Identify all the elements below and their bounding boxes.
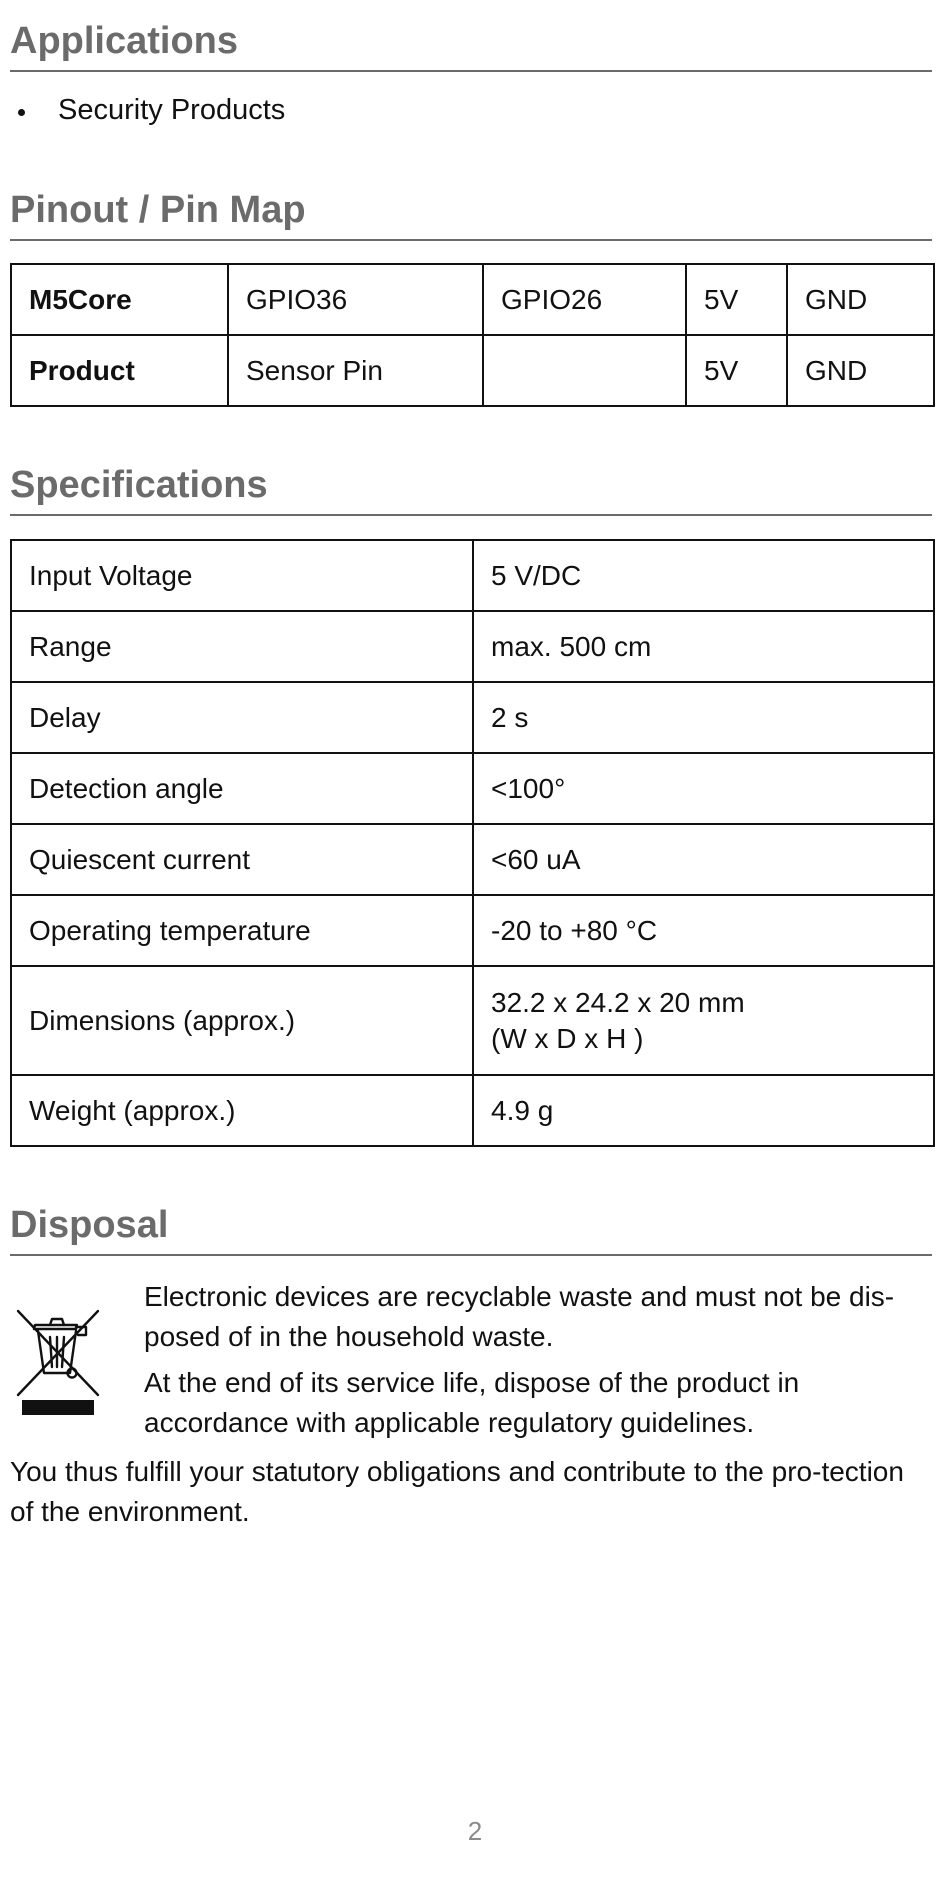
disposal-paragraph: At the end of its service life, dispose of the product in accordance with applicable regulatory guidelines.	[144, 1367, 800, 1438]
spec-label: Weight (approx.)	[11, 1075, 473, 1146]
table-row	[11, 895, 934, 966]
pin-cell: GPIO26	[483, 264, 686, 335]
list-item	[10, 92, 285, 128]
pin-cell-row-label: M5Core	[11, 264, 228, 335]
spec-label: Operating temperature	[11, 895, 473, 966]
table-row	[11, 335, 934, 406]
spec-value: <60 uA	[473, 824, 934, 895]
disposal-paragraph: Electronic devices are recyclable waste and must not be dis-posed of in the household waste.	[144, 1281, 895, 1352]
pinout-heading: Pinout / Pin Map	[10, 191, 932, 241]
spec-label: Detection angle	[11, 753, 473, 824]
page-number: 2	[467, 1816, 483, 1846]
spec-label: Delay	[11, 682, 473, 753]
table-row	[11, 264, 934, 335]
specifications-heading: Specifications	[10, 466, 932, 516]
spec-value-line: 32.2 x 24.2 x 20 mm	[491, 986, 745, 1018]
spec-value: 5 V/DC	[473, 540, 934, 611]
spec-value: <100°	[473, 753, 934, 824]
specifications-table	[10, 539, 935, 1147]
spec-label: Range	[11, 611, 473, 682]
table-row	[11, 1075, 934, 1146]
applications-heading: Applications	[10, 22, 932, 72]
pin-cell: Sensor Pin	[228, 335, 483, 406]
pin-cell: GND	[787, 335, 934, 406]
spec-label: Quiescent current	[11, 824, 473, 895]
applications-list	[10, 92, 285, 128]
crossed-out-bin-icon	[12, 1305, 104, 1415]
spec-value: -20 to +80 °C	[473, 895, 934, 966]
pin-cell: 5V	[686, 264, 787, 335]
pin-cell: 5V	[686, 335, 787, 406]
table-row	[11, 753, 934, 824]
spec-label: Dimensions (approx.)	[11, 966, 473, 1075]
disposal-heading: Disposal	[10, 1206, 932, 1256]
spec-label: Input Voltage	[11, 540, 473, 611]
disposal-paragraph: You thus fulfill your statutory obligations and contribute to the pro-tection of the environment.	[10, 1456, 904, 1527]
application-item-label: Security Products	[58, 94, 286, 126]
table-row	[11, 611, 934, 682]
pin-cell: GND	[787, 264, 934, 335]
pin-cell	[483, 335, 686, 406]
pin-cell-row-label: Product	[11, 335, 228, 406]
table-row	[11, 966, 934, 1075]
table-row	[11, 824, 934, 895]
pin-map-table	[10, 263, 935, 407]
pin-cell: GPIO36	[228, 264, 483, 335]
bullet-icon	[18, 109, 25, 116]
spec-value-line: (W x D x H )	[491, 1022, 644, 1054]
spec-value: max. 500 cm	[473, 611, 934, 682]
spec-value	[473, 966, 934, 1075]
spec-value: 2 s	[473, 682, 934, 753]
disposal-text	[144, 1277, 949, 1449]
table-row	[11, 540, 934, 611]
table-row	[11, 682, 934, 753]
spec-value: 4.9 g	[473, 1075, 934, 1146]
